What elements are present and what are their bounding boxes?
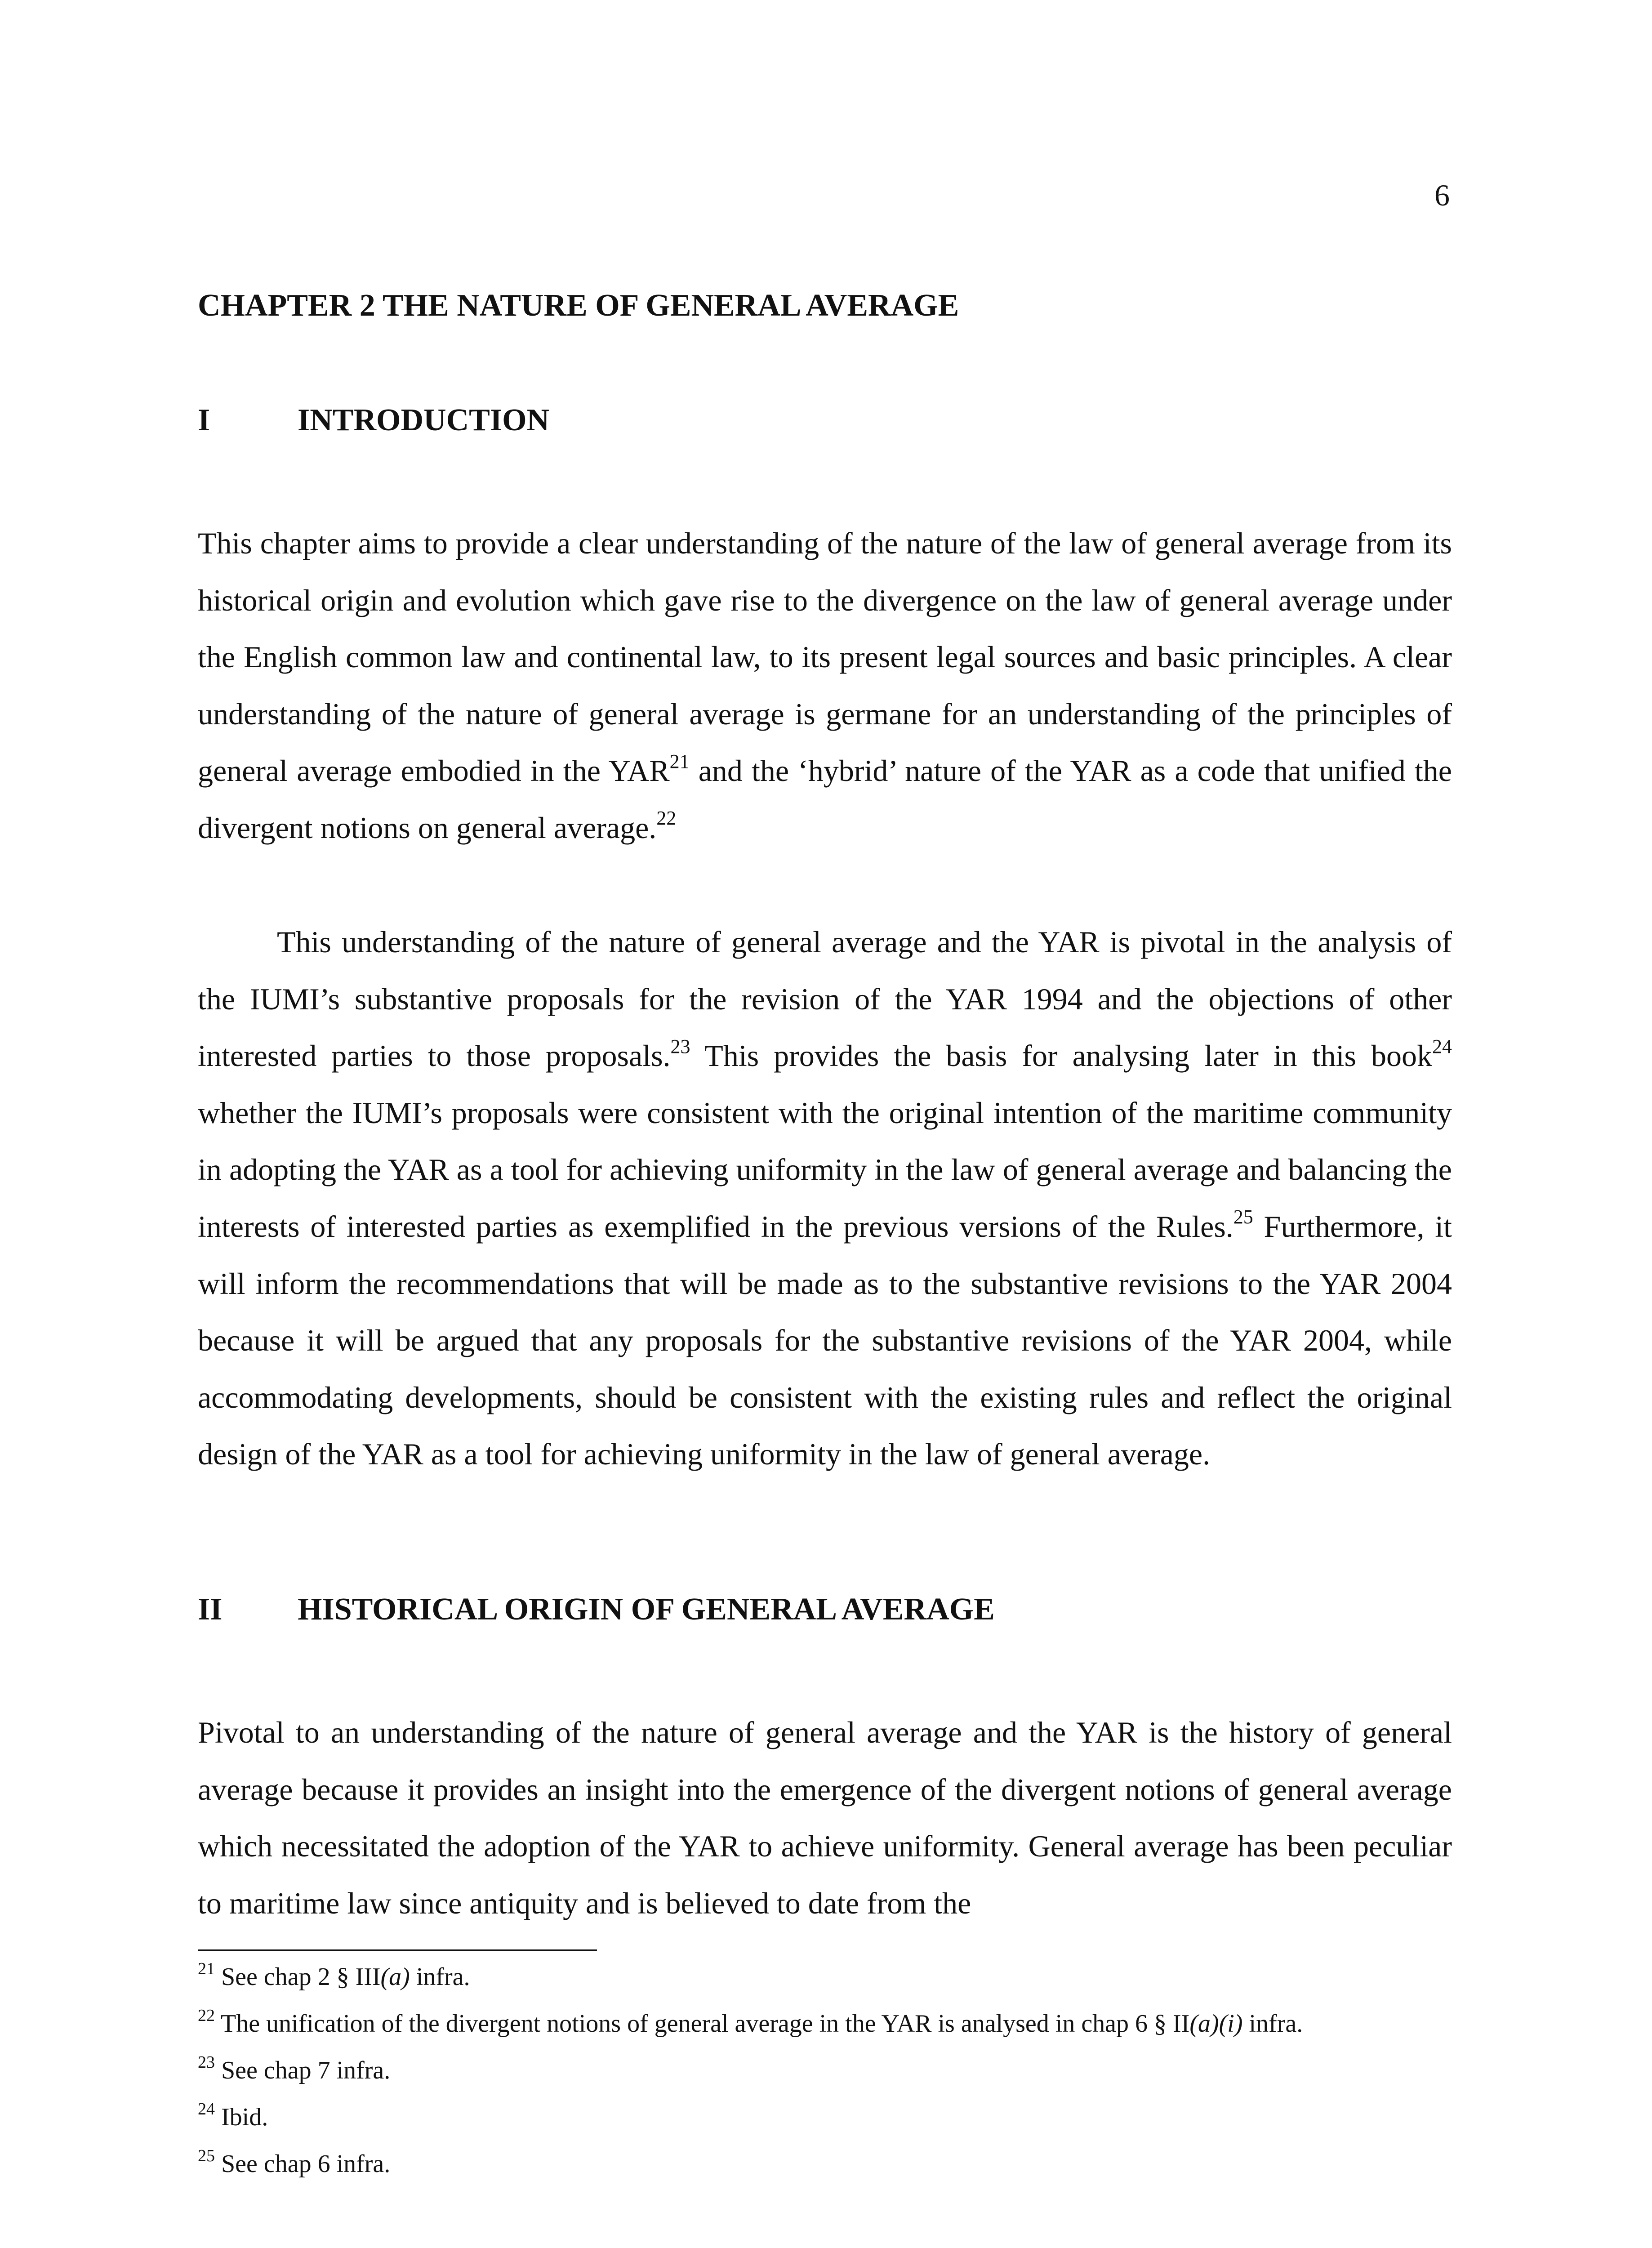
footnote-italic: (a) <box>380 1963 410 1991</box>
paragraph-text: This chapter aims to provide a clear understanding of the nature of the law of general average from its historical origin and evolution which gave rise to the divergence on the law of general average under the English common law and continental law, to its present legal sources and basic principles. A clear understanding of the nature of general average is germane for an understanding of the principles of general average embodied in the YAR <box>198 526 1452 788</box>
section-heading-introduction <box>198 398 1456 443</box>
page-number: 6 <box>1434 178 1450 212</box>
section-title: INTRODUCTION <box>298 403 550 437</box>
footnote-reference: 25 <box>1233 1206 1253 1228</box>
footnote-reference: 23 <box>670 1035 690 1057</box>
footnote-text: infra. <box>410 1963 470 1991</box>
paragraph-text: and the ‘hybrid’ nature of the YAR as a code that unified the divergent notions on general average. <box>198 754 1452 845</box>
footnote-24 <box>198 2094 1456 2141</box>
paragraph-text: This understanding of the nature of general average and the YAR is pivotal in the analysis of the IUMI’s substantive proposals for the revision of the YAR 1994 and the objections of other interested parties to those proposals. <box>198 925 1452 1073</box>
footnote-text: Ibid. <box>215 2103 268 2131</box>
footnote-21 <box>198 1954 1456 2000</box>
footnote-22 <box>198 2000 1456 2047</box>
chapter-title: CHAPTER 2 THE NATURE OF GENERAL AVERAGE <box>198 288 959 323</box>
paragraph-text: Furthermore, it will inform the recommendations that will be made as to the substantive revisions to the YAR 2004 because it will be argued that any proposals for the substantive revisions of the YAR 2004, while accommodating developments, should be consistent with the existing rules and reflect the original design of the YAR as a tool for achieving uniformity in the law of general average. <box>198 1209 1452 1472</box>
footnote-text: See chap 2 § III <box>215 1963 381 1991</box>
footnote-25 <box>198 2141 1456 2187</box>
footnote-text: infra. <box>1242 2010 1303 2038</box>
section-number: II <box>198 1592 223 1627</box>
paragraph-text: whether the IUMI’s proposals were consistent with the original intention of the maritime community in adopting the YAR as a tool for achieving uniformity in the law of general average and balancing the interests of interested parties as exemplified in the previous versions of the Rules. <box>198 1095 1452 1244</box>
footnotes <box>198 1954 1456 2187</box>
footnote-number: 21 <box>198 1959 215 1979</box>
footnote-reference: 22 <box>656 807 677 830</box>
section-title: HISTORICAL ORIGIN OF GENERAL AVERAGE <box>298 1592 995 1627</box>
footnote-number: 22 <box>198 2006 215 2025</box>
footnote-number: 23 <box>198 2053 215 2072</box>
footnote-number: 24 <box>198 2100 215 2119</box>
footnote-separator <box>198 1949 597 1951</box>
history-paragraph: Pivotal to an understanding of the nature of general average and the YAR is the history of general average because it provides an insight into the emergence of the divergent notions of general average which necessitated the adoption of the YAR to achieve uniformity. General average has been peculiar to maritime law since antiquity and is believed to date from the <box>198 1715 1452 1920</box>
section-number: I <box>198 403 210 437</box>
footnote-italic: (a)(i) <box>1189 2010 1243 2038</box>
section-heading-historical-origin <box>198 1587 1456 1632</box>
intro-paragraph-2 <box>198 914 1452 1483</box>
footnote-number: 25 <box>198 2146 215 2166</box>
footnote-text: The unification of the divergent notions of general average in the YAR is analysed in chap 6 § II <box>215 2010 1190 2038</box>
footnote-reference: 21 <box>669 750 690 772</box>
footnote-text: See chap 7 infra. <box>215 2056 391 2084</box>
intro-paragraph-1 <box>198 515 1452 856</box>
paragraph-text: This provides the basis for analysing later in this book <box>690 1039 1432 1073</box>
footnote-23 <box>198 2047 1456 2094</box>
footnote-text: See chap 6 infra. <box>215 2150 391 2178</box>
footnote-reference: 24 <box>1432 1035 1452 1057</box>
